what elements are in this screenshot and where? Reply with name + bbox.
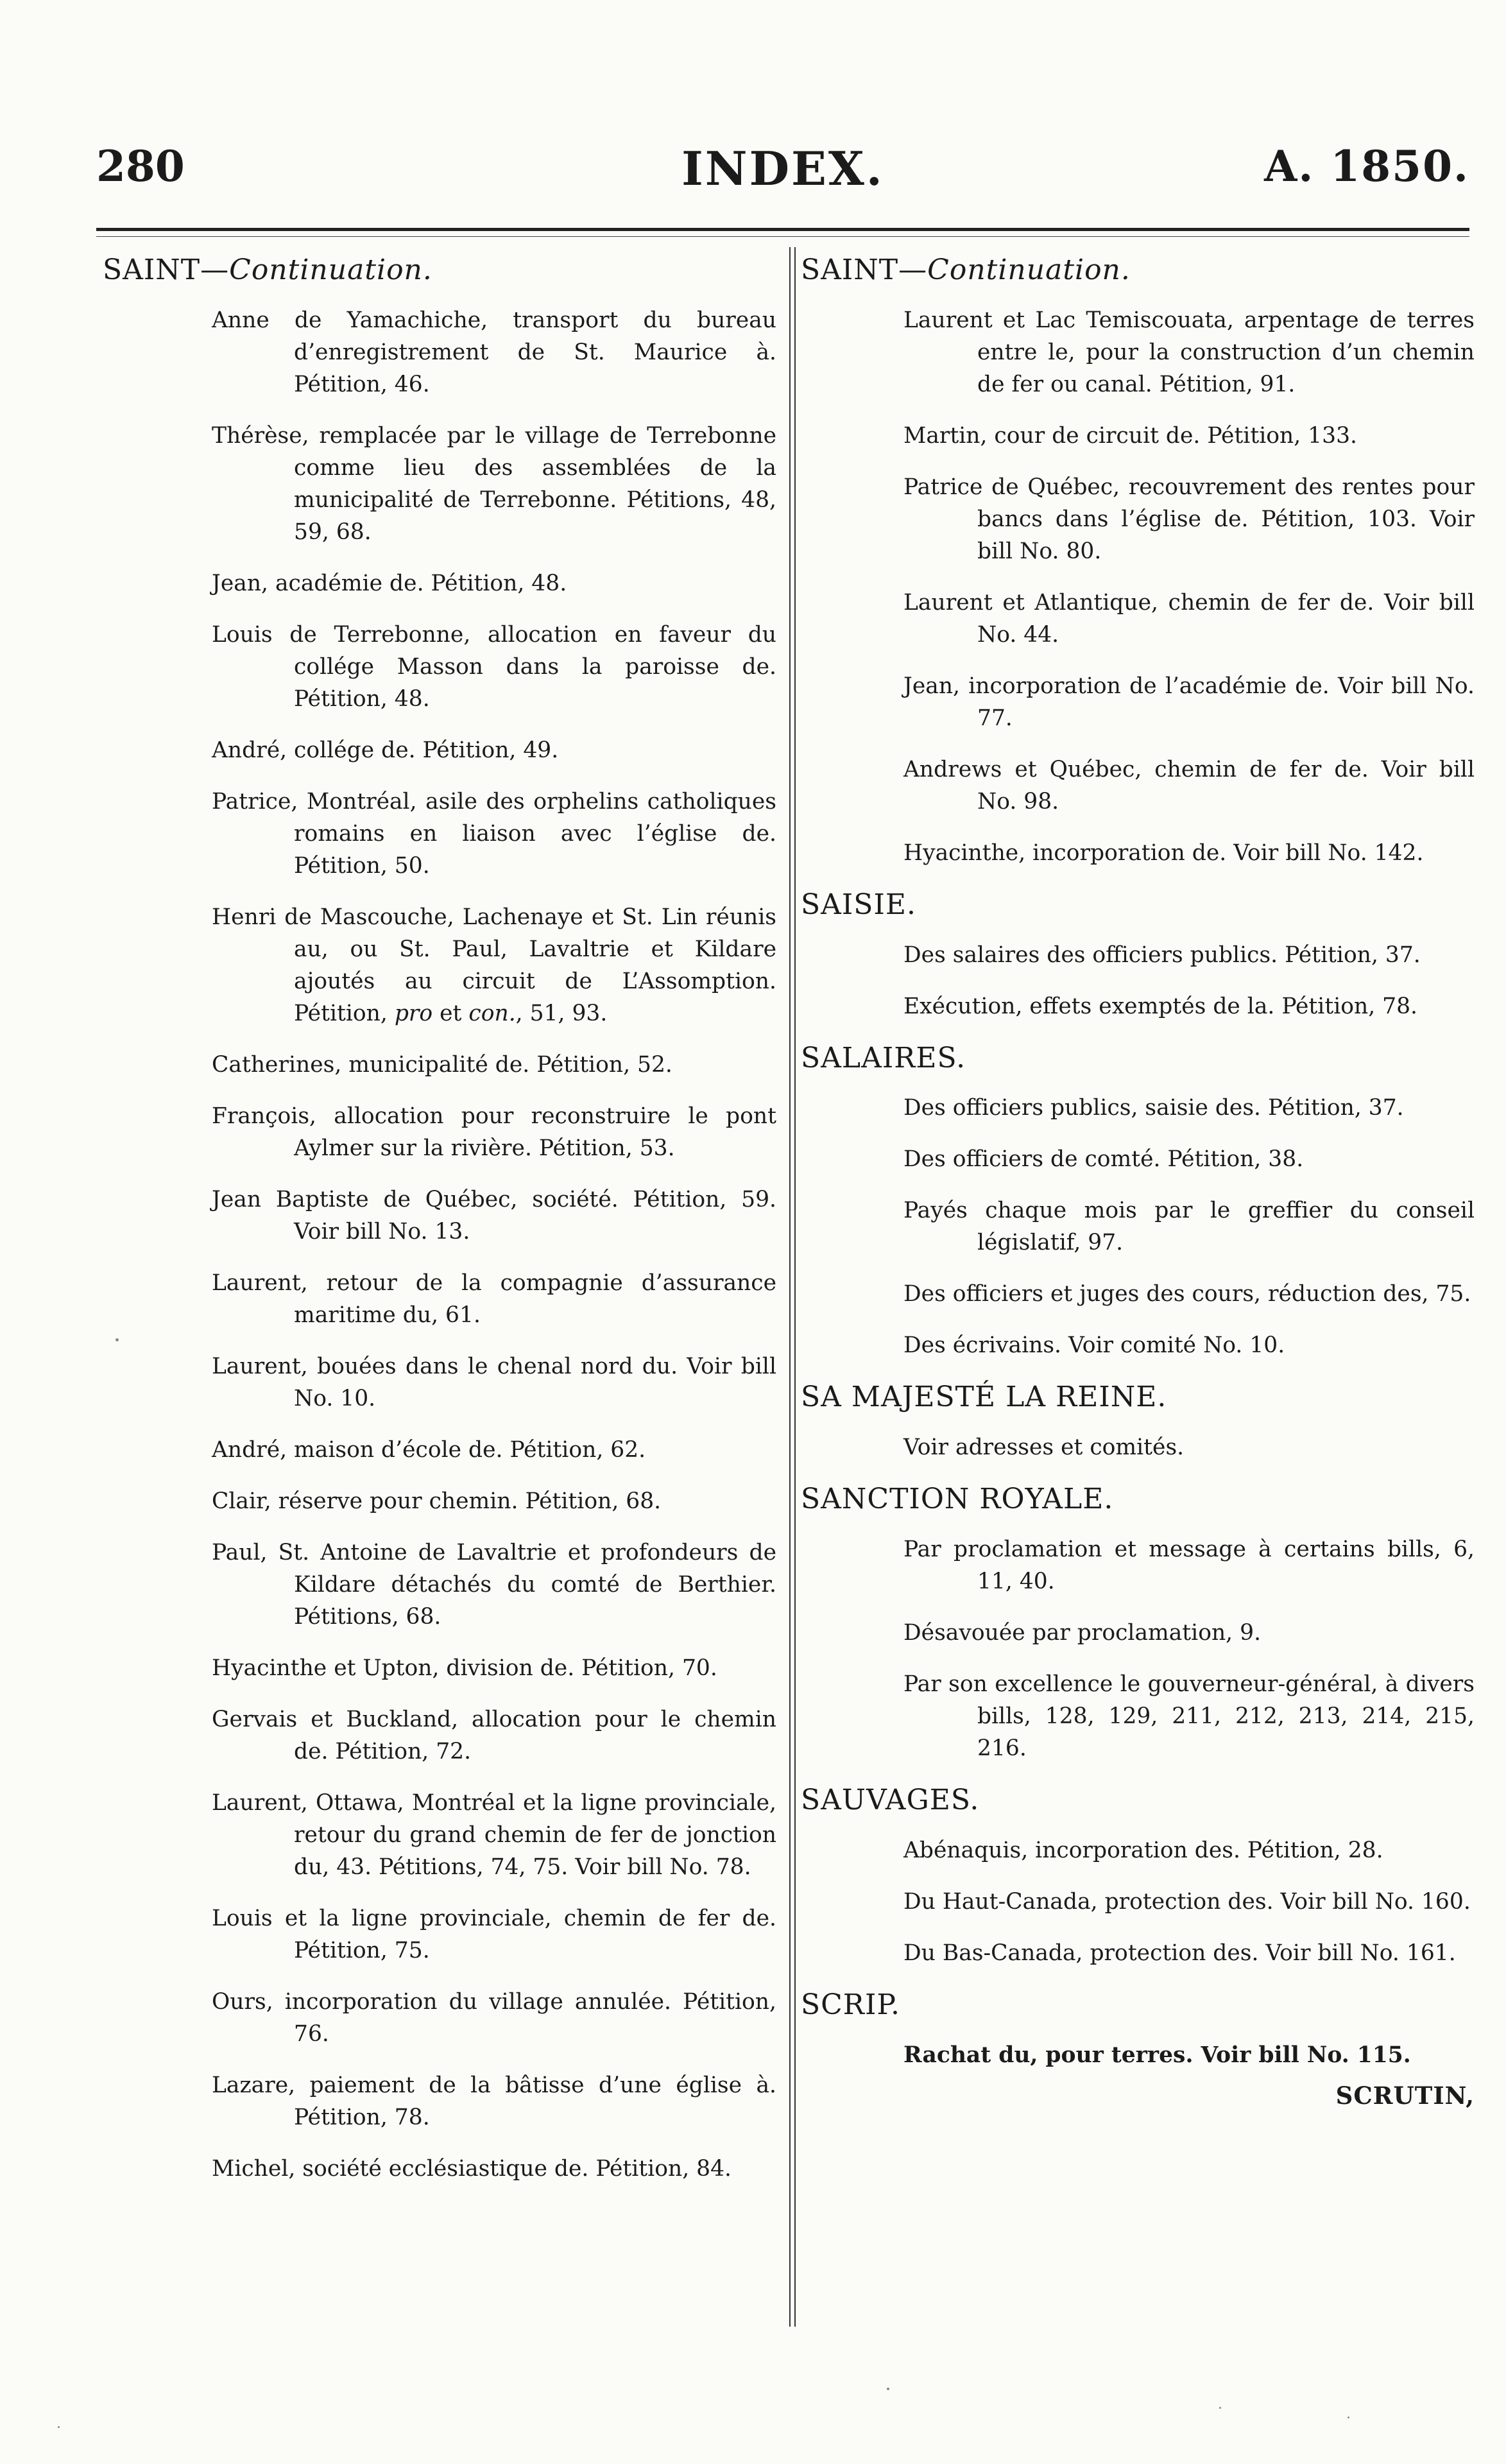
- section-heading-saint: [103, 254, 776, 288]
- index-entry: Des écrivains. Voir comité No. 10.: [903, 1332, 1285, 1359]
- section-heading-saint-cont: [801, 254, 1475, 288]
- heading-text: SAINT—: [801, 254, 928, 286]
- index-entry: Désavouée par proclamation, 9.: [903, 1619, 1262, 1646]
- section-heading-sanction: SANCTION ROYALE.: [801, 1483, 1114, 1516]
- index-entry: Jean, académie de. Pétition, 48.: [212, 570, 567, 596]
- index-entry: Abénaquis, incorporation des. Pétition, 28.: [903, 1837, 1383, 1863]
- index-entry: Exécution, effets exemptés de la. Pétition, 78.: [903, 993, 1418, 1019]
- index-entry: Laurent et Lac Temiscouata, arpentage de terres entre le, pour la construction d’un chemin de fer ou canal. Pétition, 91.: [903, 307, 1475, 397]
- section-heading-sauvages: SAUVAGES.: [801, 1783, 980, 1816]
- entry-text: , 51, 93.: [515, 1000, 608, 1026]
- index-entry: Des officiers publics, saisie des. Pétition, 37.: [903, 1095, 1404, 1121]
- catchword: SCRUTIN,: [1335, 2081, 1475, 2110]
- index-entry: Ours, incorporation du village annulée. Pétition, 76.: [212, 1988, 776, 2047]
- scan-speck: [58, 2426, 60, 2428]
- index-entry: Hyacinthe et Upton, division de. Pétition, 70.: [212, 1655, 717, 1681]
- index-entry: Laurent, Ottawa, Montréal et la ligne provinciale, retour du grand chemin de fer de jonction du, 43. Pétitions, 74, 75. Voir bill No. 78.: [212, 1789, 776, 1880]
- index-entry: Jean Baptiste de Québec, société. Pétition, 59. Voir bill No. 13.: [212, 1186, 776, 1245]
- index-entry: Rachat du, pour terres. Voir bill No. 115.: [903, 2042, 1411, 2068]
- index-entry: Clair, réserve pour chemin. Pétition, 68.: [212, 1488, 662, 1514]
- heading-continuation: Continuation.: [229, 254, 432, 286]
- index-entry: Louis de Terrebonne, allocation en faveur du collége Masson dans la paroisse de. Pétition, 48.: [212, 621, 776, 712]
- index-entry: Laurent, retour de la compagnie d’assurance maritime du, 61.: [212, 1270, 776, 1328]
- right-column: [801, 254, 1475, 2110]
- section-heading-scrip: SCRIP.: [801, 1988, 900, 2021]
- index-entry: Patrice, Montréal, asile des orphelins catholiques romains en liaison avec l’église de. Pétition, 50.: [212, 788, 776, 879]
- index-entry: Du Bas-Canada, protection des. Voir bill No. 161.: [903, 1940, 1456, 1966]
- index-entry: Par proclamation et message à certains bills, 6, 11, 40.: [903, 1536, 1475, 1594]
- index-entry: André, collége de. Pétition, 49.: [212, 737, 559, 763]
- index-entry: Du Haut-Canada, protection des. Voir bill No. 160.: [903, 1888, 1471, 1915]
- index-entry: Laurent et Atlantique, chemin de fer de. Voir bill No. 44.: [903, 589, 1475, 648]
- index-entry: Des officiers de comté. Pétition, 38.: [903, 1146, 1304, 1173]
- section-heading-majeste: SA MAJESTÉ LA REINE.: [801, 1381, 1167, 1414]
- scan-speck: [1219, 2407, 1221, 2409]
- index-entry: Michel, société ecclésiastique de. Pétition, 84.: [212, 2155, 732, 2182]
- header-rule: [96, 228, 1469, 231]
- con-italic: con.: [468, 1000, 516, 1026]
- left-column: [103, 254, 776, 2204]
- index-entry: Anne de Yamachiche, transport du bureau d’enregistrement de St. Maurice à. Pétition, 46.: [212, 307, 776, 397]
- index-entry: Gervais et Buckland, allocation pour le chemin de. Pétition, 72.: [212, 1706, 776, 1764]
- index-entry: Catherines, municipalité de. Pétition, 52.: [212, 1051, 672, 1078]
- pro-italic: pro: [394, 1000, 433, 1026]
- running-header: [96, 141, 1469, 212]
- entry-text: et: [432, 1000, 469, 1026]
- section-heading-saisie: SAISIE.: [801, 888, 916, 921]
- index-entry: Payés chaque mois par le greffier du conseil législatif, 97.: [903, 1198, 1475, 1256]
- index-entry: Louis et la ligne provinciale, chemin de fer de. Pétition, 75.: [212, 1905, 776, 1963]
- index-entry: Voir adresses et comités.: [903, 1434, 1185, 1461]
- header-rule-thin: [96, 236, 1469, 237]
- index-entry: Jean, incorporation de l’académie de. Voir bill No. 77.: [903, 673, 1475, 731]
- heading-continuation: Continuation.: [927, 254, 1131, 286]
- index-entry: Des salaires des officiers publics. Pétition, 37.: [903, 942, 1421, 968]
- entry-text: Henri de Mascouche, Lachenaye et St. Lin réunis au, ou St. Paul, Lavaltrie et Kildare ajoutés au circuit de L’Assomption. Pétition,: [212, 904, 776, 1026]
- page-title: INDEX.: [681, 141, 884, 196]
- index-entry: Hyacinthe, incorporation de. Voir bill No. 142.: [903, 840, 1424, 866]
- index-entry: Lazare, paiement de la bâtisse d’une église à. Pétition, 78.: [212, 2072, 776, 2130]
- index-entry: Martin, cour de circuit de. Pétition, 133.: [903, 422, 1357, 449]
- index-entry: Thérèse, remplacée par le village de Terrebonne comme lieu des assemblées de la municipalité de Terrebonne. Pétitions, 48, 59, 68.: [212, 422, 776, 545]
- index-entry: François, allocation pour reconstruire le pont Aylmer sur la rivière. Pétition, 53.: [212, 1103, 776, 1161]
- scan-speck: [1348, 2417, 1349, 2418]
- index-entry: Laurent, bouées dans le chenal nord du. Voir bill No. 10.: [212, 1353, 776, 1411]
- scan-speck: [887, 2388, 889, 2390]
- index-entry-henri: [212, 901, 776, 1030]
- index-entry: Paul, St. Antoine de Lavaltrie et profondeurs de Kildare détachés du comté de Berthier. Pétitions, 68.: [212, 1539, 776, 1630]
- section-heading-salaires: SALAIRES.: [801, 1041, 966, 1074]
- scan-speck: [116, 1338, 119, 1341]
- column-divider: [789, 247, 796, 2327]
- session-year: A. 1850.: [1264, 141, 1469, 191]
- page-number: 280: [96, 141, 185, 191]
- index-entry: André, maison d’école de. Pétition, 62.: [212, 1436, 646, 1463]
- index-entry: Andrews et Québec, chemin de fer de. Voir bill No. 98.: [903, 756, 1475, 814]
- index-entry: Des officiers et juges des cours, réduction des, 75.: [903, 1281, 1471, 1307]
- index-entry: Patrice de Québec, recouvrement des rentes pour bancs dans l’église de. Pétition, 103. Voir bill No. 80.: [903, 474, 1475, 564]
- index-entry: Par son excellence le gouverneur-général, à divers bills, 128, 129, 211, 212, 213, 214, 215, 216.: [903, 1671, 1475, 1761]
- heading-text: SAINT—: [103, 254, 230, 286]
